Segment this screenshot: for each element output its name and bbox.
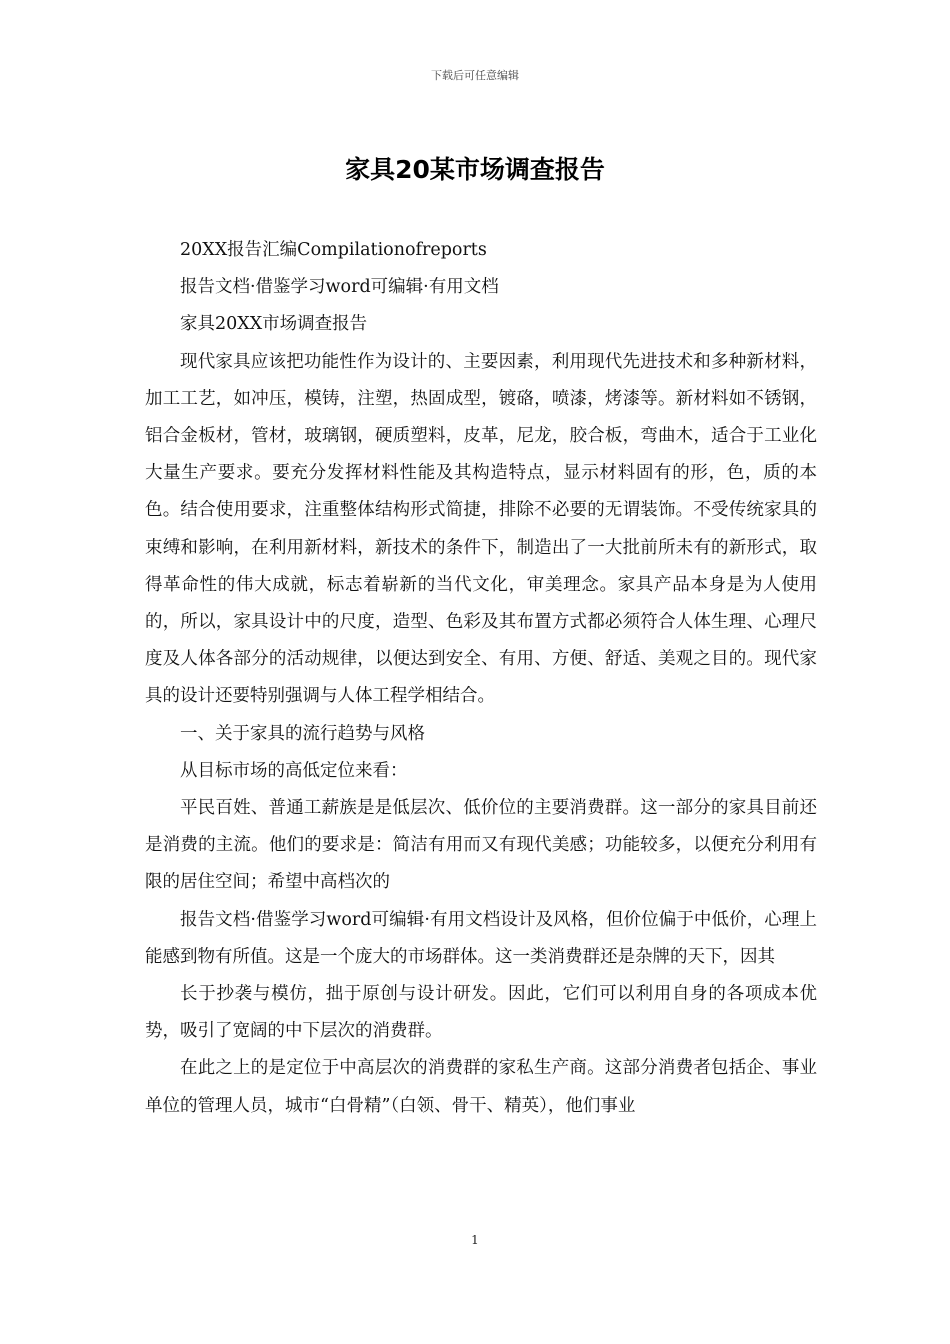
document-body bbox=[145, 232, 817, 1125]
paragraph-doc-note: 报告文档·借鉴学习word可编辑·有用文档 bbox=[180, 277, 499, 298]
paragraph-market-positioning: 从目标市场的高低定位来看： bbox=[180, 760, 408, 781]
section-heading-trends: 一、关于家具的流行趋势与风格 bbox=[180, 723, 425, 744]
page-number: 1 bbox=[471, 1233, 479, 1247]
paragraph-compilation: 20XX报告汇编Compilationofreports bbox=[180, 240, 487, 260]
paragraph-modern-furniture: 现代家具应该把功能性作为设计的、主要因素，利用现代先进技术和多种新材料，加工工艺，如冲压，模铸，注塑，热固成型，镀硌，喷漆，烤漆等。新材料如不锈钢，铝合金板材，管材，玻璃钢，硬质塑料，皮革，尼龙，胶合板，弯曲木，适合于工业化大量生产要求。要充分发挥材料性能及其构造特点，显示材料固有的形，色，质的本色。结合使用要求，注重整体结构形式简捷，排除不必要的无谓装饰。不受传统家具的束缚和影响，在利用新材料，新技术的条件下，制造出了一大批前所未有的新形式，取得革命性的伟大成就，标志着崭新的当代文化，审美理念。家具产品本身是为人使用的，所以，家具设计中的尺度，造型、色彩及其布置方式都必须符合人体生理、心理尺度及人体各部分的活动规律，以便达到安全、有用、方便、舒适、美观之目的。现代家具的设计还要特别强调与人体工程学相结合。 bbox=[145, 351, 817, 707]
paragraph-low-tier-consumers: 平民百姓、普通工薪族是是低层次、低价位的主要消费群。这一部分的家具目前还是消费的主流。他们的要求是：简洁有用而又有现代美感；功能较多，以便充分利用有限的居住空间；希望中高档次的 bbox=[145, 798, 817, 893]
paragraph-report-name: 家具20XX市场调查报告 bbox=[180, 314, 368, 335]
paragraph-imitation: 长于抄袭与模仿，拙于原创与设计研发。因此，它们可以利用自身的各项成本优势，吸引了宽阔的中下层次的消费群。 bbox=[145, 984, 817, 1042]
paragraph-mid-high-tier: 在此之上的是定位于中高层次的消费群的家私生产商。这部分消费者包括企、事业单位的管理人员，城市“白骨精”（白领、骨干、精英），他们事业 bbox=[145, 1058, 817, 1116]
paragraph-mid-low-price: 报告文档·借鉴学习word可编辑·有用文档设计及风格，但价位偏于中低价，心理上能感到物有所值。这是一个庞大的市场群体。这一类消费群还是杂牌的天下，因其 bbox=[145, 909, 817, 967]
page-header-note: 下载后可任意编辑 bbox=[431, 69, 519, 82]
document-title: 家具20某市场调查报告 bbox=[345, 155, 605, 184]
